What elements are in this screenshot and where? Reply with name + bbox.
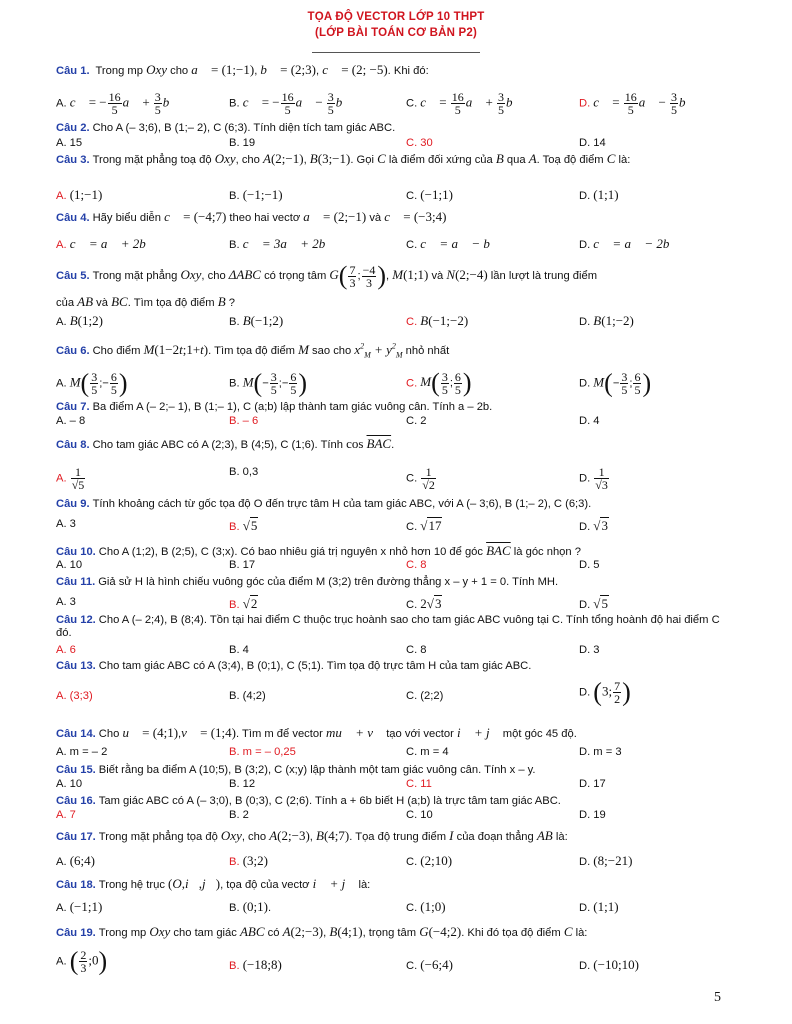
question-label: Câu 8. [56, 439, 90, 451]
option-a-correct[interactable]: A. $\frac{1}{√5}$ [56, 465, 85, 492]
question-text: Cho A (– 2;4), B (8;4). Tồn tại hai điểm C thuộc trục hoành sao cho tam giác ABC vuông tại C. Tính tổng hoành độ hai điểm C đó. [56, 614, 720, 639]
option-a[interactable]: A. 10 [56, 778, 83, 790]
question-label: Câu 16. [56, 795, 96, 807]
options-2 [56, 137, 728, 151]
option-d[interactable]: D. (3; $\frac{7}{2}$ ) [579, 677, 631, 707]
option-b[interactable]: B. c⃗ = 3a⃗ + 2b⃗ [229, 236, 336, 251]
option-d-correct[interactable]: D. c⃗ = $\frac{16}{5}$ a⃗ − $\frac{3}{5}$ b⃗ [579, 90, 696, 117]
option-c[interactable]: C. 2√3 [406, 596, 442, 611]
question-text: Ba điểm A (– 2;– 1), B (1;– 1), C (a;b) lập thành tam giác vuông cân. Tính a – 2b. [92, 401, 493, 413]
question-text: Trong hệ trục (O,i⃗,j⃗), tọa độ của vectơ i⃗ + j⃗ là: [98, 876, 371, 891]
options-18 [56, 899, 728, 913]
question-text: Trong mặt phẳng toạ độ Oxy, cho A(2;−1), B(3;−1). Gọi C là điểm đối xứng của B qua A. Toạ độ điểm C là: [92, 151, 631, 166]
question-8 [56, 437, 728, 452]
option-d[interactable]: D. M(− $\frac{3}{5}$ ; $\frac{6}{5}$ ) [579, 368, 652, 398]
option-c-correct[interactable]: C. 8 [406, 559, 427, 571]
question-14 [56, 726, 728, 741]
options-19 [56, 946, 728, 976]
option-b[interactable]: B. 2 [229, 809, 249, 821]
option-a[interactable]: A. 3 [56, 596, 76, 608]
question-label: Câu 17. [56, 831, 96, 843]
option-d[interactable]: D. $\frac{1}{√3}$ [579, 465, 608, 492]
question-text: Cho A (1;2), B (2;5), C (3;x). Có bao nhiêu giá trị nguyên x nhỏ hơn 10 để góc $\overline{BAC}$ là góc nhọn ? [98, 543, 581, 558]
option-a[interactable]: A. – 8 [56, 415, 86, 427]
option-d[interactable]: D. √3 [579, 518, 608, 533]
option-c-correct[interactable]: C. M( $\frac{3}{5}$ ; $\frac{6}{5}$ ) [406, 368, 472, 398]
question-text: Trong mp Oxy cho a⃗ = (1;−1), b⃗ = (2;3), c⃗ = (2; −5). Khi đó: [95, 62, 429, 77]
question-text: Cho A (– 3;6), B (1;– 2), C (6;3). Tính diện tích tam giác ABC. [92, 122, 396, 134]
question-18 [56, 877, 728, 892]
option-b[interactable]: B. 12 [229, 778, 256, 790]
option-b[interactable]: B. (−1;−1) [229, 187, 283, 202]
question-4 [56, 210, 728, 225]
option-c[interactable]: C. 2 [406, 415, 427, 427]
question-label: Câu 11. [56, 576, 96, 588]
option-c[interactable]: C. √17 [406, 518, 442, 533]
question-7 [56, 401, 728, 414]
question-label: Câu 4. [56, 212, 90, 224]
question-19 [56, 925, 728, 940]
option-b-correct[interactable]: B. √2 [229, 596, 258, 611]
question-text: Trong mặt phẳng Oxy, cho ΔABC có trọng tâm G( $\frac{7}{3}$ ; $\frac{-4}{3}$ ), M(1;1) và N(2;−4) lần lượt là trung điểm [92, 261, 598, 291]
option-b[interactable]: B. c⃗ = − $\frac{16}{5}$ a⃗ − $\frac{3}{5}$ b⃗ [229, 90, 353, 117]
question-15 [56, 764, 728, 777]
options-15 [56, 778, 728, 792]
option-c[interactable]: C. m = 4 [406, 746, 449, 758]
option-a[interactable]: A. 15 [56, 137, 83, 149]
question-2 [56, 122, 728, 135]
question-16 [56, 795, 728, 808]
question-12 [56, 614, 728, 640]
option-d[interactable]: D. (8;−21) [579, 853, 633, 868]
option-a[interactable]: A. B(1;2) [56, 313, 103, 328]
option-d[interactable]: D. (−10;10) [579, 957, 639, 972]
option-b-correct[interactable]: B. – 6 [229, 415, 259, 427]
option-a[interactable]: A. (6;4) [56, 853, 95, 868]
question-11 [56, 576, 728, 589]
question-text: Giả sử H là hình chiếu vuông góc của điểm M (3;2) trên đường thẳng x – y + 1 = 0. Tính MH. [98, 576, 559, 588]
question-3 [56, 152, 728, 167]
question-label: Câu 7. [56, 401, 90, 413]
option-b[interactable]: B. 4 [229, 644, 249, 656]
question-text: Trong mặt phẳng tọa độ Oxy, cho A(2;−3), B(4;7). Tọa độ trung điểm I của đoạn thẳng AB là: [98, 828, 568, 843]
option-a[interactable]: A. M( $\frac{3}{5}$ ;− $\frac{6}{5}$ ) [56, 368, 128, 398]
question-text: Cho điểm M(1−2t;1+t). Tìm tọa độ điểm M sao cho $x^2_M + y^2_M$ nhỏ nhất [92, 342, 450, 360]
option-c[interactable]: C. $\frac{1}{√2}$ [406, 465, 435, 492]
question-text: Tính khoảng cách từ gốc tọa độ O đến trực tâm H của tam giác ABC, với A (– 3;6), B (1;– 2), C (6;3). [92, 498, 592, 510]
option-c[interactable]: C. (2;10) [406, 853, 453, 868]
option-a[interactable]: A. 10 [56, 559, 83, 571]
option-a-correct[interactable]: A. (3;3) [56, 690, 93, 702]
option-b[interactable]: B. (4;2) [229, 690, 266, 702]
options-9 [56, 518, 728, 532]
question-10 [56, 544, 728, 559]
title-line-1: TỌA ĐỘ VECTOR LỚP 10 THPT [307, 11, 485, 23]
question-6 [56, 340, 728, 362]
question-text: Tam giác ABC có A (– 3;0), B (0;3), C (2;6). Tính a + 6b biết H (a;b) là trực tâm tam giác ABC. [98, 795, 561, 807]
option-c[interactable]: C. (1;0) [406, 899, 446, 914]
option-b-correct[interactable]: B. (−18;8) [229, 957, 282, 972]
options-13 [56, 677, 728, 707]
option-d[interactable]: D. (1;1) [579, 899, 619, 914]
option-d[interactable]: D. 5 [579, 559, 600, 571]
question-label: Câu 1. [56, 65, 90, 77]
options-14 [56, 746, 728, 760]
option-d[interactable]: D. 17 [579, 778, 606, 790]
option-d[interactable]: D. 14 [579, 137, 606, 149]
options-7 [56, 415, 728, 429]
option-d[interactable]: D. 3 [579, 644, 600, 656]
option-a[interactable]: A. (−1;1) [56, 899, 103, 914]
option-c[interactable]: C. (2;2) [406, 690, 444, 702]
option-d[interactable]: D. m = 3 [579, 746, 622, 758]
question-label: Câu 14. [56, 728, 96, 740]
option-b[interactable]: B. 19 [229, 137, 256, 149]
option-c-correct[interactable]: C. 30 [406, 137, 433, 149]
option-c[interactable]: C. c⃗ = $\frac{16}{5}$ a⃗ + $\frac{3}{5}$ b⃗ [406, 90, 523, 117]
question-5-cont: của AB và BC. Tìm tọa độ điểm B ? [56, 294, 235, 309]
option-a-correct[interactable]: A. (1;−1) [56, 187, 103, 202]
question-label: Câu 6. [56, 345, 90, 358]
option-a-correct[interactable]: A. 6 [56, 644, 76, 656]
option-a[interactable]: A. ( $\frac{2}{3}$ ;0) [56, 946, 108, 976]
option-c[interactable]: C. 10 [406, 809, 433, 821]
question-label: Câu 15. [56, 764, 96, 776]
question-text: Trong mp Oxy cho tam giác ABC có A(2;−3), B(4;1), trọng tâm G(−4;2). Khi đó tọa độ điểm C là: [98, 924, 588, 939]
question-1 [56, 63, 728, 78]
option-d[interactable]: D. 19 [579, 809, 606, 821]
page-number: 5 [714, 990, 721, 1005]
title-line-2: (LỚP BÀI TOÁN CƠ BẢN P2) [314, 27, 477, 39]
option-c[interactable]: C. c⃗ = a⃗ − b⃗ [406, 236, 500, 251]
option-a-correct[interactable]: A. c⃗ = a⃗ + 2b⃗ [56, 236, 156, 251]
option-a[interactable]: A. 3 [56, 518, 76, 530]
option-d[interactable]: D. √5 [579, 596, 608, 611]
question-label: Câu 18. [56, 879, 96, 891]
question-label: Câu 10. [56, 546, 96, 558]
option-c[interactable]: C. (−6;4) [406, 957, 453, 972]
option-c-correct[interactable]: C. B(−1;−2) [406, 313, 469, 328]
option-d[interactable]: D. (1;1) [579, 187, 619, 202]
options-5 [56, 313, 728, 327]
options-8 [56, 465, 728, 492]
title-underline [312, 52, 480, 53]
question-5 [56, 261, 728, 291]
question-text: Hãy biểu diễn c⃗ = (−4;7) theo hai vectơ a⃗ = (2;−1) và c⃗ = (−3;4) [92, 209, 447, 224]
option-b-correct[interactable]: B. (3;2) [229, 853, 268, 868]
question-label: Câu 12. [56, 614, 96, 626]
question-9 [56, 498, 728, 511]
question-label: Câu 3. [56, 154, 90, 166]
options-6 [56, 368, 728, 398]
option-d[interactable]: D. 4 [579, 415, 600, 427]
option-b[interactable]: B. B(−1;2) [229, 313, 284, 328]
option-c[interactable]: C. 8 [406, 644, 427, 656]
options-11 [56, 596, 728, 610]
option-c-correct[interactable]: C. 11 [406, 778, 432, 790]
question-label: Câu 9. [56, 498, 90, 510]
options-3 [56, 187, 728, 201]
option-b[interactable]: B. (0;1). [229, 899, 272, 914]
option-a-correct[interactable]: A. 7 [56, 809, 76, 821]
question-label: Câu 5. [56, 270, 90, 283]
option-b[interactable]: B. M(− $\frac{3}{5}$ ;− $\frac{6}{5}$ ) [229, 368, 308, 398]
option-a[interactable]: A. c⃗ = − $\frac{16}{5}$ a⃗ + $\frac{3}{5}$ b⃗ [56, 90, 180, 117]
options-10 [56, 559, 728, 573]
option-b[interactable]: B. 0,3 [229, 466, 259, 478]
question-text: Cho u⃗ = (4;1),v⃗ = (1;4). Tìm m để vector mu⃗ + v⃗ tạo với vector i⃗ + j⃗ một góc 45 độ. [98, 725, 577, 740]
option-d[interactable]: D. c⃗ = a⃗ − 2b⃗ [579, 236, 680, 251]
question-text: Cho tam giác ABC có A (3;4), B (0;1), C (5;1). Tìm tọa độ trực tâm H của tam giác ABC. [98, 660, 532, 672]
options-12 [56, 644, 728, 658]
options-1 [56, 90, 728, 117]
question-label: Câu 13. [56, 660, 96, 672]
question-13 [56, 660, 728, 673]
question-17 [56, 829, 728, 844]
question-text: Cho tam giác ABC có A (2;3), B (4;5), C (1;6). Tính $\cos \overline{BAC}$. [92, 436, 395, 451]
question-text: Biết rằng ba điểm A (10;5), B (3;2), C (x;y) lập thành một tam giác vuông cân. Tính x – y. [98, 764, 536, 776]
option-b-correct[interactable]: B. √5 [229, 518, 258, 533]
option-c[interactable]: C. (−1;1) [406, 187, 453, 202]
option-b-correct[interactable]: B. m = – 0,25 [229, 746, 296, 758]
option-b[interactable]: B. 17 [229, 559, 256, 571]
option-a[interactable]: A. m = – 2 [56, 746, 108, 758]
option-d[interactable]: D. B(1;−2) [579, 313, 634, 328]
options-17 [56, 853, 728, 867]
question-label: Câu 19. [56, 927, 96, 939]
options-4 [56, 236, 728, 250]
question-label: Câu 2. [56, 122, 90, 134]
options-16 [56, 809, 728, 823]
